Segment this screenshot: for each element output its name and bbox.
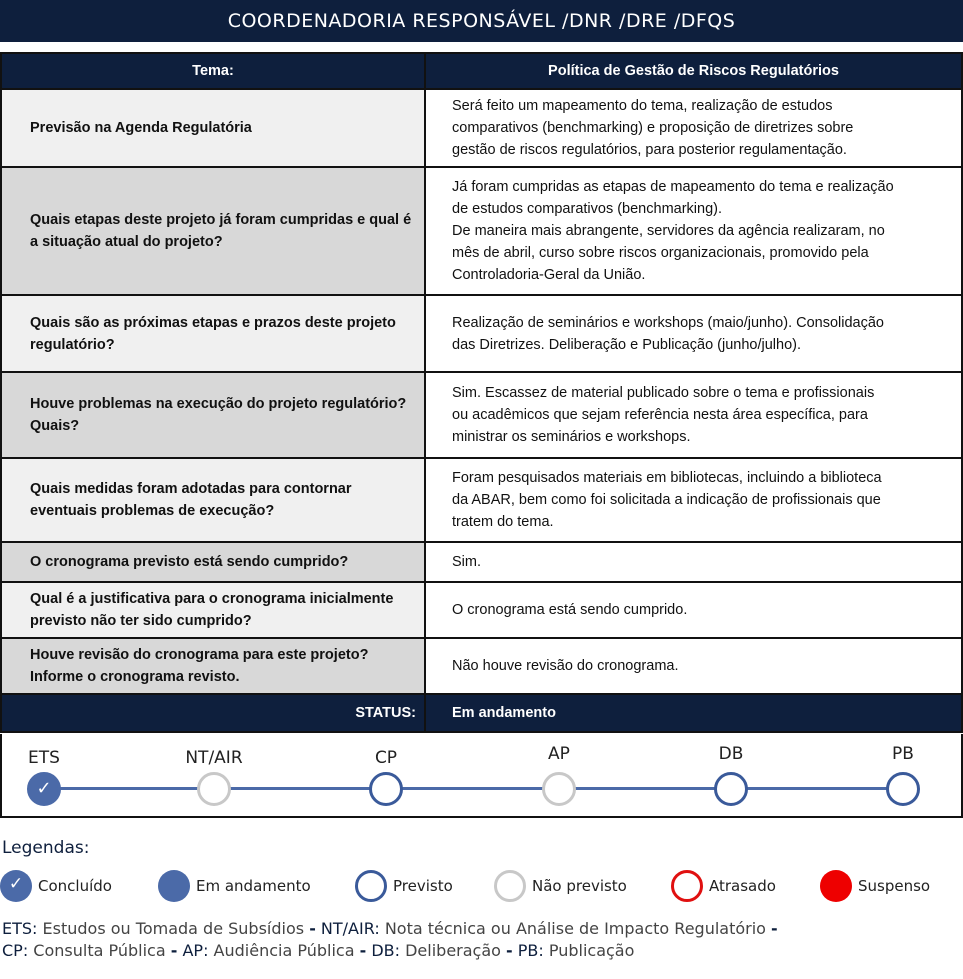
row-question: O cronograma previsto está sendo cumprido? xyxy=(2,543,426,581)
status-value: Em andamento xyxy=(452,705,556,721)
row-question: Quais medidas foram adotadas para contornar eventuais problemas de execução? xyxy=(2,459,426,541)
header-theme-label: Tema: xyxy=(2,54,426,88)
row-answer: Sim. xyxy=(452,554,481,570)
abbr-definition: Publicação xyxy=(543,941,635,960)
legend-label: Em andamento xyxy=(196,877,311,895)
abbr-separator: - xyxy=(506,941,513,960)
abbr-term: NT/AIR: xyxy=(320,919,380,938)
abbr-separator: - xyxy=(359,941,367,960)
stage-label: DB xyxy=(718,744,744,764)
legend-item-nao-previsto xyxy=(494,870,627,902)
abbr-definition: Nota técnica ou Análise de Impacto Regulatório xyxy=(379,919,772,938)
abbr-term: DB: xyxy=(371,941,401,960)
abbr-definition: Consulta Pública xyxy=(28,941,171,960)
table-row xyxy=(2,168,961,296)
row-answer: Foram pesquisados materiais em bibliotecas, incluindo a biblioteca da ABAR, bem como foi solicitada a indicação de profissionais que tratem do tema. xyxy=(452,470,882,530)
abbr-term: PB: xyxy=(517,941,544,960)
filled-circle-icon xyxy=(820,870,852,902)
row-answer: Realização de seminários e workshops (maio/junho). Consolidação das Diretrizes. Deliberação e Publicação (junho/julho). xyxy=(452,314,884,353)
outline-circle-icon xyxy=(369,772,403,806)
legend-label: Previsto xyxy=(393,877,453,895)
check-circle-icon: ✓ xyxy=(27,772,61,806)
table-header xyxy=(2,54,961,90)
legend-item-atrasado xyxy=(671,870,776,902)
abbr-term: CP: xyxy=(2,941,29,960)
table-row xyxy=(2,373,961,459)
check-circle-icon: ✓ xyxy=(0,870,32,902)
row-question: Qual é a justificativa para o cronograma inicialmente previsto não ter sido cumprido? xyxy=(2,583,426,637)
row-question: Houve revisão do cronograma para este projeto? Informe o cronograma revisto. xyxy=(2,639,426,693)
page-banner xyxy=(0,0,963,42)
legend-item-concluido xyxy=(0,870,112,902)
stage-pb xyxy=(843,734,963,818)
outline-circle-icon xyxy=(886,772,920,806)
outline-circle-icon xyxy=(714,772,748,806)
outline-circle-icon xyxy=(542,772,576,806)
legend-item-previsto xyxy=(355,870,453,902)
stage-cp xyxy=(326,734,446,818)
abbr-separator: - xyxy=(771,919,778,938)
stage-ets xyxy=(0,734,104,818)
row-question: Quais etapas deste projeto já foram cumpridas e qual é a situação atual do projeto? xyxy=(2,168,426,294)
abbr-definition: Audiência Pública xyxy=(208,941,360,960)
outline-circle-icon xyxy=(197,772,231,806)
row-answer: Não houve revisão do cronograma. xyxy=(452,658,679,674)
row-question: Quais são as próximas etapas e prazos deste projeto regulatório? xyxy=(2,296,426,371)
stage-label: PB xyxy=(892,744,914,764)
legend-label: Atrasado xyxy=(709,877,776,895)
abbr-definition: Deliberação xyxy=(400,941,507,960)
stage-label: AP xyxy=(548,744,570,764)
stage-label: CP xyxy=(374,748,398,768)
stage-db xyxy=(671,734,791,818)
stage-timeline xyxy=(0,734,963,818)
legend-item-em-andamento xyxy=(158,870,311,902)
legend-label: Concluído xyxy=(38,877,112,895)
project-table xyxy=(0,52,963,733)
abbreviations-footnote xyxy=(2,918,962,962)
stage-label: NT/AIR xyxy=(185,748,243,768)
banner-title: COORDENADORIA RESPONSÁVEL /DNR /DRE /DFQS xyxy=(227,10,736,32)
abbr-separator: - xyxy=(170,941,178,960)
outline-circle-icon xyxy=(355,870,387,902)
table-row xyxy=(2,90,961,168)
legend-label: Suspenso xyxy=(858,877,931,895)
abbr-term: AP: xyxy=(182,941,209,960)
stage-nt-air xyxy=(154,734,274,818)
table-row xyxy=(2,459,961,543)
status-row xyxy=(2,695,961,731)
row-question: Houve problemas na execução do projeto regulatório? Quais? xyxy=(2,373,426,457)
row-answer: Será feito um mapeamento do tema, realização de estudos comparativos (benchmarking) e proposição de diretrizes sobre gestão de riscos regulatórios, para posterior regulamentação. xyxy=(452,98,854,158)
legend-label: Não previsto xyxy=(532,877,627,895)
stage-ap xyxy=(499,734,619,818)
abbr-separator: - xyxy=(309,919,316,938)
legend-item-suspenso xyxy=(820,870,930,902)
row-answer: O cronograma está sendo cumprido. xyxy=(452,602,688,618)
row-answer: Já foram cumpridas as etapas de mapeamento do tema e realização de estudos comparativos (benchmarking). De maneira mais abrangente, servidores da agência realizaram, no mês de abril, curso sobre riscos organizacionais, promovido pela Controladoria-Geral da União. xyxy=(452,179,894,283)
header-theme-value: Política de Gestão de Riscos Regulatórios xyxy=(548,63,839,79)
row-answer: Sim. Escassez de material publicado sobre o tema e profissionais ou acadêmicos que sejam referência nesta área específica, para ministrar os seminários e workshops. xyxy=(452,385,875,445)
row-question: Previsão na Agenda Regulatória xyxy=(2,90,426,166)
filled-circle-icon xyxy=(158,870,190,902)
stage-label: ETS xyxy=(28,748,60,768)
table-row xyxy=(2,639,961,695)
table-row xyxy=(2,296,961,373)
status-label: STATUS: xyxy=(2,695,426,731)
abbr-definition: Estudos ou Tomada de Subsídios xyxy=(37,919,310,938)
outline-circle-icon xyxy=(494,870,526,902)
table-row xyxy=(2,543,961,583)
outline-circle-icon xyxy=(671,870,703,902)
table-row xyxy=(2,583,961,639)
legend-title: Legendas: xyxy=(2,838,90,858)
abbr-term: ETS: xyxy=(2,919,38,938)
